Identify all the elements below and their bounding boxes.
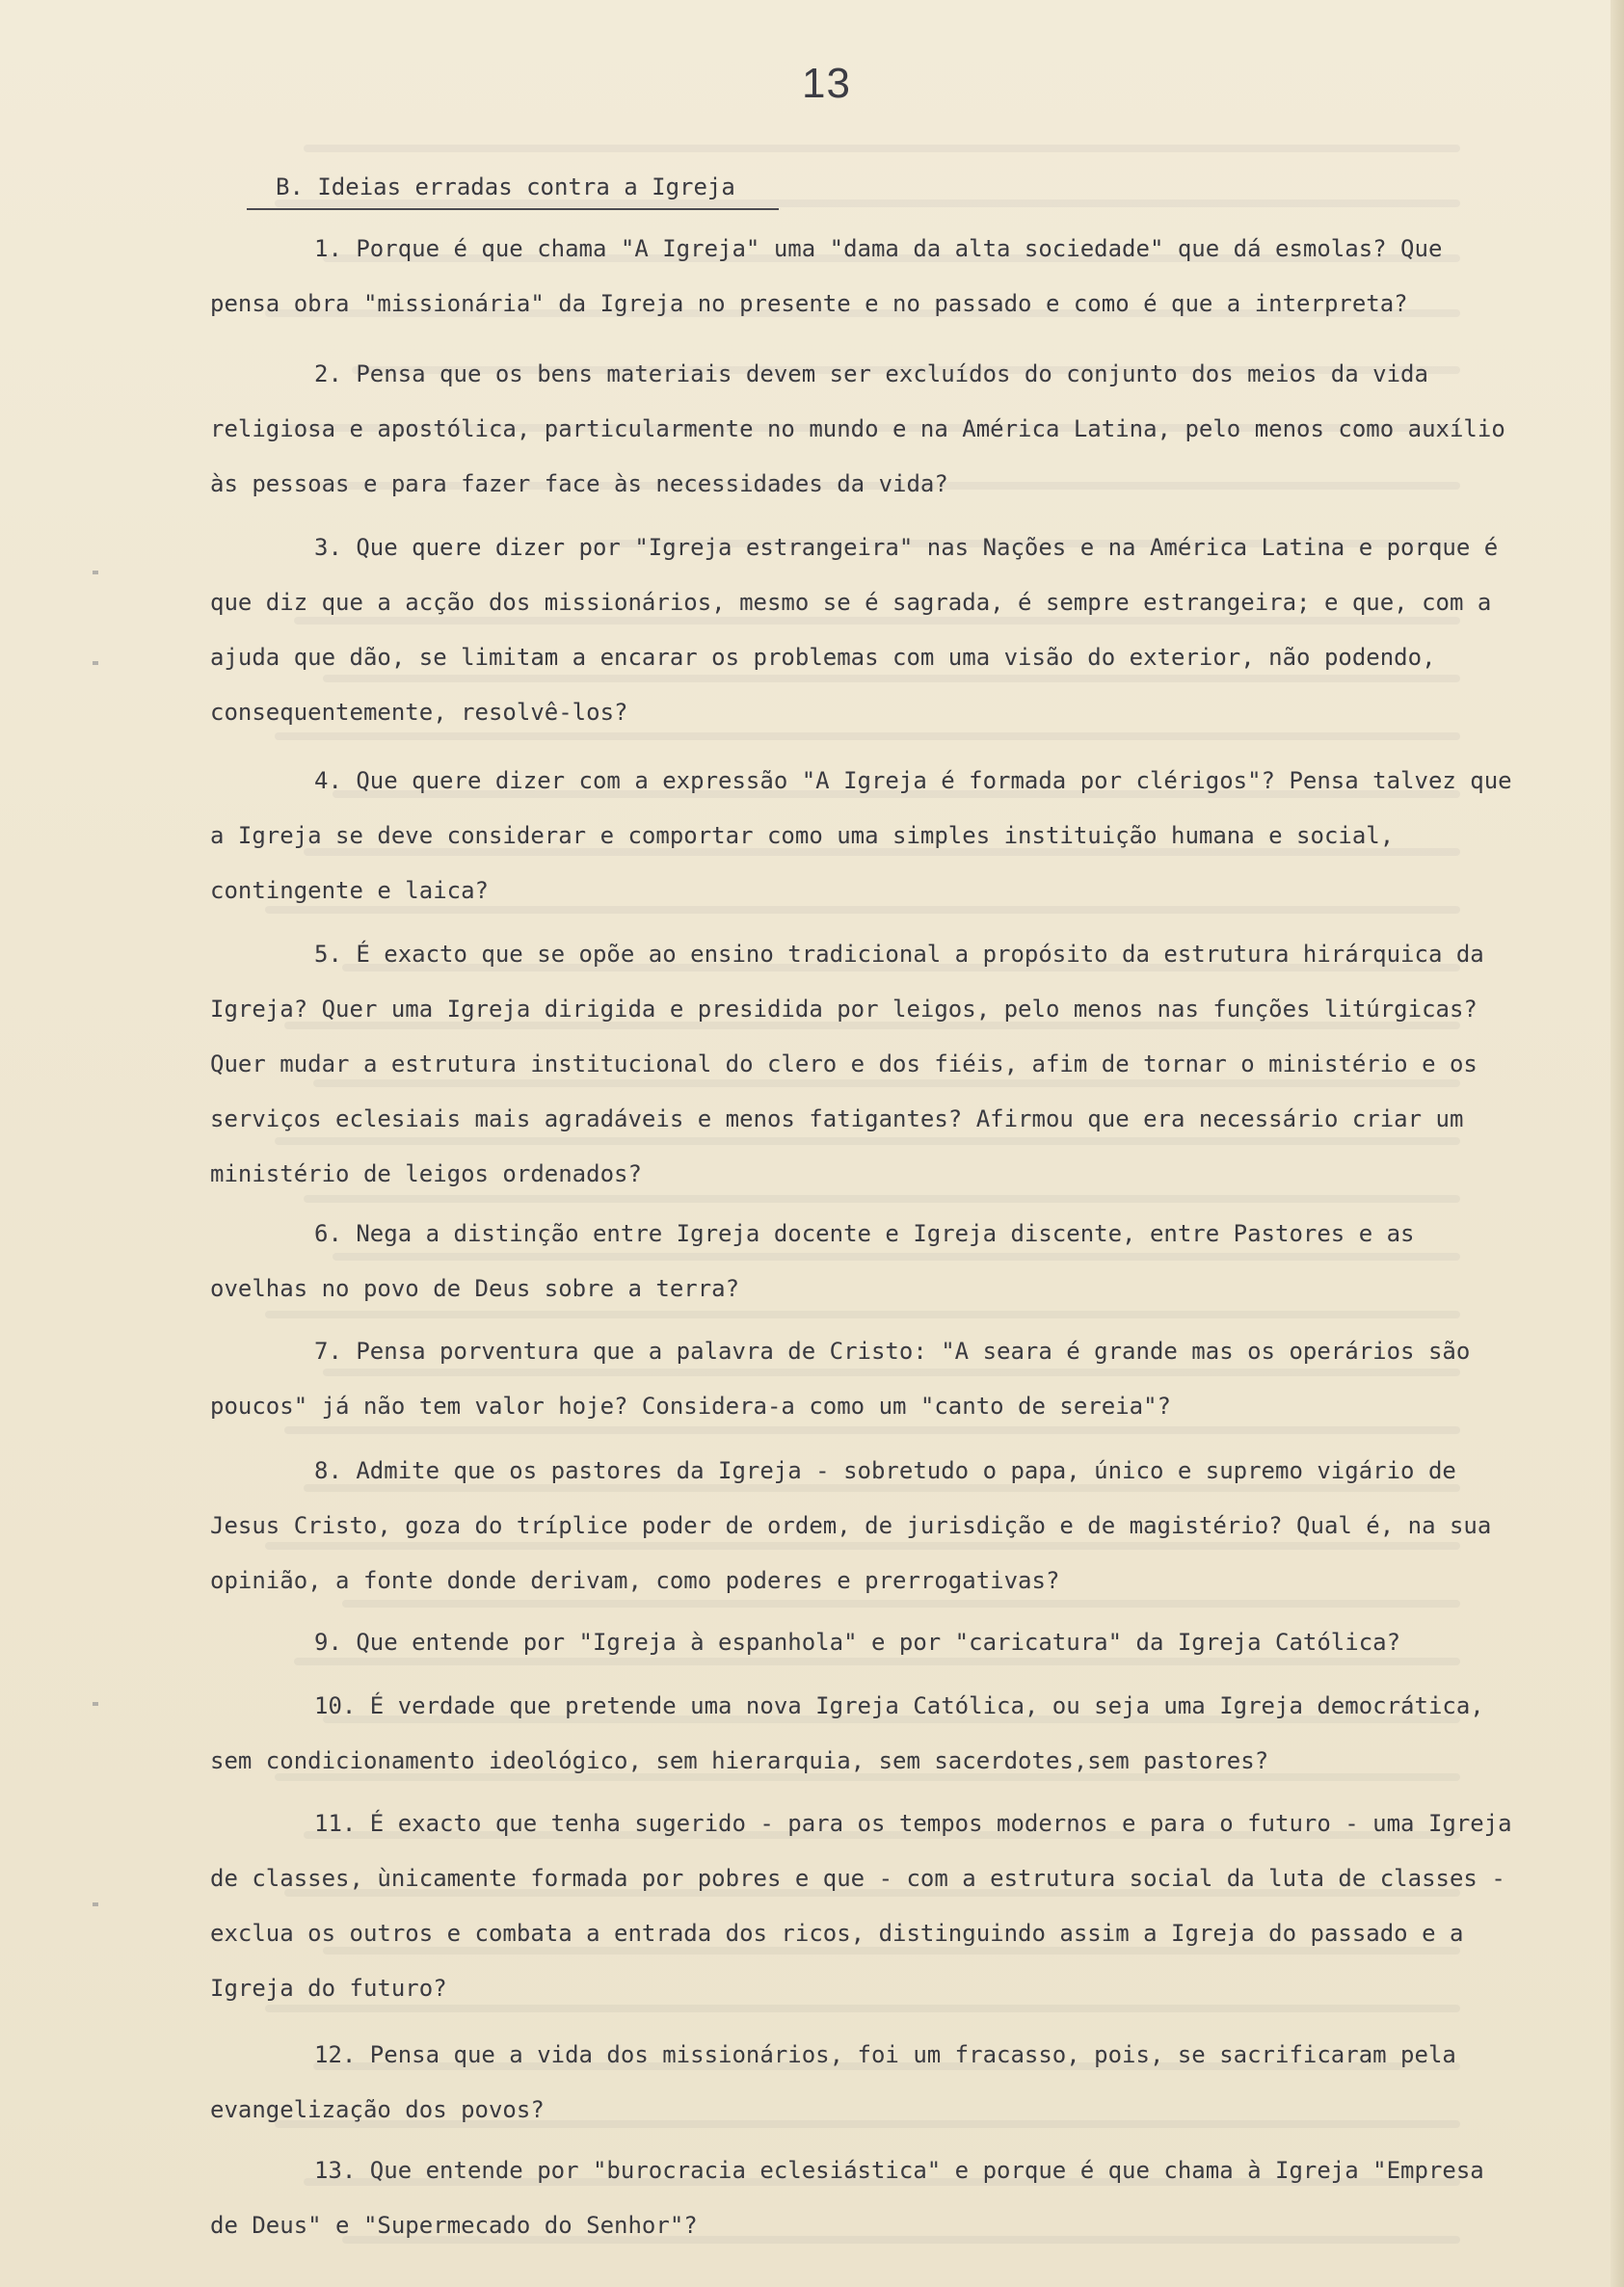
- question-6: 6. Nega a distinção entre Igreja docente e Igreja discente, entre Pastores e as ovelhas no povo de Deus sobre a terra?: [210, 1220, 1428, 1302]
- question-13: 13. Que entende por "burocracia eclesiástica" e porque é que chama à Igreja "Empresa de Deus" e "Supermecado do Senhor"?: [210, 2157, 1499, 2239]
- question-4: 4. Que quere dizer com a expressão "A Igreja é formada por clérigos"? Pensa talvez que a Igreja se deve considerar e comportar como uma simples instituição humana e social, contingente e laica?: [210, 767, 1527, 904]
- question-2: 2. Pensa que os bens materiais devem ser excluídos do conjunto dos meios da vida religiosa e apostólica, particularmente no mundo e na América Latina, pelo menos como auxílio às pessoas e para fazer face às necessidades da vida?: [210, 360, 1520, 497]
- question-10: 10. É verdade que pretende uma nova Igreja Católica, ou seja uma Igreja democrática, sem condicionamento ideológico, sem hierarquia, sem sacerdotes,sem pastores?: [210, 1692, 1499, 1774]
- question-11: 11. É exacto que tenha sugerido - para os tempos modernos e para o futuro - uma Igreja de classes, ùnicamente formada por pobres e que - com a estrutura social da luta de classes - exclua os outros e combata a entrada dos ricos, distinguindo assim a Igreja do passado e a Igreja do futuro?: [210, 1810, 1527, 2002]
- question-5: 5. É exacto que se opõe ao ensino tradicional a propósito da estrutura hirárquica da Igreja? Quer uma Igreja dirigida e presidida por leigos, pelo menos nas funções litúrgicas? Quer mudar a estrutura institucional do clero e dos fiéis, afim de tornar o ministério e os serviços eclesiais mais agradáveis e menos fatigantes? Afirmou que era necessário criar um ministério de leigos ordenados?: [210, 941, 1499, 1187]
- question-8: 8. Admite que os pastores da Igreja - sobretudo o papa, único e supremo vigário de Jesus Cristo, goza do tríplice poder de ordem, de jurisdição e de magistério? Qual é, na sua opinião, a fonte donde derivam, como poderes e prerrogativas?: [210, 1457, 1505, 1594]
- question-9: 9. Que entende por "Igreja à espanhola" e por "caricatura" da Igreja Católica?: [314, 1629, 1401, 1656]
- question-12: 12. Pensa que a vida dos missionários, foi um fracasso, pois, se sacrificaram pela evangelização dos povos?: [210, 2041, 1471, 2123]
- question-7: 7. Pensa porventura que a palavra de Cristo: "A seara é grande mas os operários são poucos" já não tem valor hoje? Considera-a como um "canto de sereia"?: [210, 1338, 1484, 1420]
- page-number: 13: [802, 60, 851, 107]
- section-heading: B. Ideias erradas contra a Igreja: [276, 173, 735, 200]
- question-1: 1. Porque é que chama "A Igreja" uma "dama da alta sociedade" que dá esmolas? Que pensa obra "missionária" da Igreja no presente e no passado e como é que a interpreta?: [210, 235, 1456, 317]
- question-3: 3. Que quere dizer por "Igreja estrangeira" nas Nações e na América Latina e porque é que diz que a acção dos missionários, mesmo se é sagrada, é sempre estrangeira; e que, com a ajuda que dão, se limitam a encarar os problemas com uma visão do exterior, não podendo, consequentemente, resolvê-los?: [210, 534, 1512, 726]
